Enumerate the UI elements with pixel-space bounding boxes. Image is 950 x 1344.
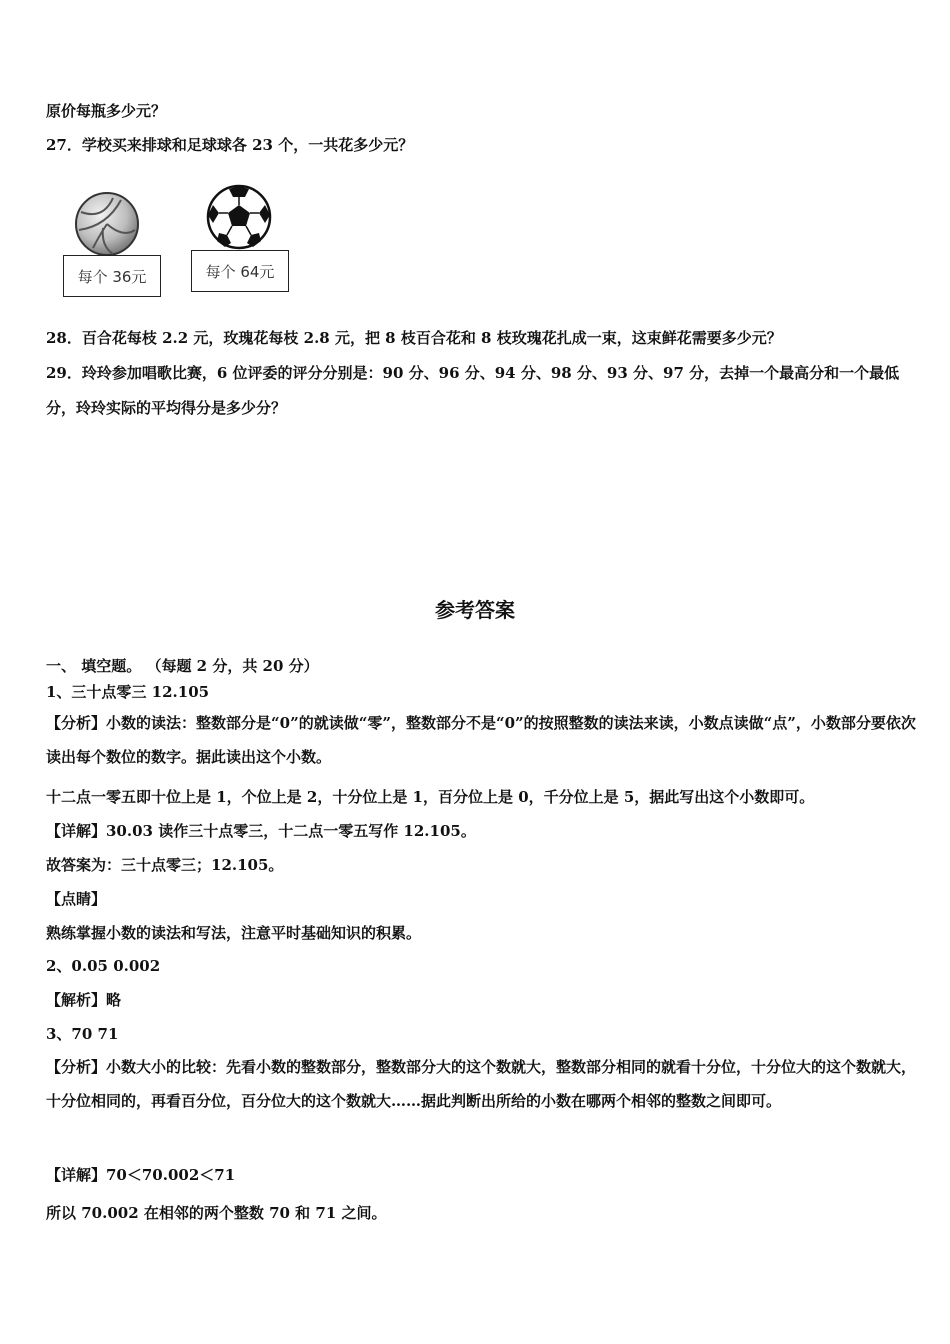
answer-3-head: 3、70 71 [46,1025,119,1043]
question-28: 28．百合花每枝 2.2 元，玫瑰花每枝 2.8 元，把 8 枝百合花和 8 枝玫瑰花扎成一束，这束鲜花需要多少元？ [46,329,782,347]
answer-1-detail: 【详解】30.03 读作三十点零三，十二点一零五写作 12.105。 [46,822,476,840]
question-26-tail: 原价每瓶多少元？ [46,102,167,120]
answer-1-tip-label: 【点睛】 [46,890,107,908]
answer-1-analysis-2: 十二点一零五即十位上是 1，个位上是 2，十分位上是 1，百分位上是 0，千分位上是 5，据此写出这个小数即可。 [46,788,815,806]
volleyball-icon [73,190,141,258]
answer-1-answer: 故答案为：三十点零三；12.105。 [46,856,284,874]
soccer-price-label: 每个 64元 [191,250,289,292]
question-29-line2: 分，玲玲实际的平均得分是多少分？ [46,399,287,417]
question-29-line1: 29．玲玲参加唱歌比赛，6 位评委的评分分别是：90 分、96 分、94 分、98 分、93 分、97 分，去掉一个最高分和一个最低 [46,364,900,382]
answer-3-detail: 【详解】70＜70.002＜71 [46,1166,236,1184]
soccer-ball-icon [205,183,273,251]
answer-3-answer: 所以 70.002 在相邻的两个整数 70 和 71 之间。 [46,1204,387,1222]
answer-1-tip: 熟练掌握小数的读法和写法，注意平时基础知识的积累。 [46,924,422,942]
answer-1-analysis: 【分析】小数的读法：整数部分是“0”的就读做“零”，整数部分不是“0”的按照整数的读法来读，小数点读做“点”，小数部分要依次读出每个数位的数字。据此读出这个小数。 [46,714,916,766]
volleyball-price-label: 每个 36元 [63,255,161,297]
answer-2-analysis: 【解析】略 [46,991,122,1009]
question-27: 27．学校买来排球和足球球各 23 个，一共花多少元？ [46,136,414,154]
answer-key-title: 参考答案 [435,598,515,622]
answer-3-analysis: 【分析】小数大小的比较：先看小数的整数部分，整数部分大的这个数就大，整数部分相同的就看十分位，十分位大的这个数就大，十分位相同的，再看百分位，百分位大的这个数就大……据此判断出所给的小数在哪两个相邻的整数之间即可。 [46,1058,917,1110]
answer-1-head: 1、三十点零三 12.105 [46,683,210,701]
section-heading: 一、 填空题。 （每题 2 分，共 20 分） [46,657,319,675]
answer-2-head: 2、0.05 0.002 [46,957,161,975]
